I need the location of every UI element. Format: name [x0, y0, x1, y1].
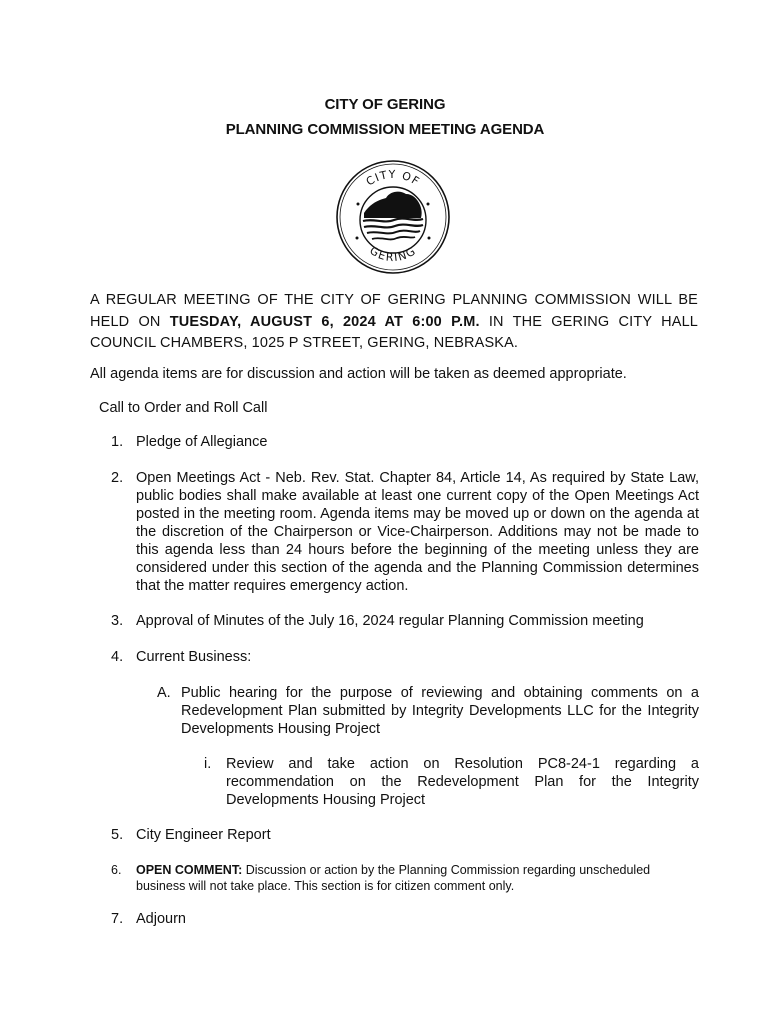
agenda-title: PLANNING COMMISSION MEETING AGENDA: [225, 121, 545, 138]
agenda-item-4a-i: i. Review and take action on Resolution PC8-24-1 regarding a recommendation on the Redevelopment Plan for the Integrity Developments Housing Project: [204, 756, 699, 808]
discussion-note: All agenda items are for discussion and action will be taken as deemed appropriate.: [90, 366, 627, 382]
agenda-item-4: 4. Current Business:: [111, 649, 252, 665]
svg-text:GERING: GERING: [367, 244, 419, 265]
call-to-order: Call to Order and Roll Call: [99, 400, 268, 416]
open-comment-label: OPEN COMMENT:: [136, 863, 243, 877]
agenda-item-3: 3. Approval of Minutes of the July 16, 2024 regular Planning Commission meeting: [111, 613, 644, 629]
agenda-item-4a: A. Public hearing for the purpose of reviewing and obtaining comments on a Redevelopment Plan submitted by Integrity Developments LLC for the Integrity Developments Housing Project: [157, 685, 699, 737]
notice-location: IN THE GERING CITY HALL COUNCIL CHAMBERS, 1025 P STREET, GERING, NEBRASKA.: [90, 313, 699, 351]
city-seal-logo: [334, 158, 452, 276]
agenda-item-5: 5. City Engineer Report: [111, 827, 271, 843]
city-title: CITY OF GERING: [324, 96, 446, 113]
agenda-item-1: 1. Pledge of Allegiance: [111, 434, 268, 450]
agenda-item-6: 6. OPEN COMMENT: Discussion or action by the Planning Commission regarding unscheduled business will not take place. This section is for citizen comment only.: [111, 863, 651, 893]
svg-text:CITY OF: CITY OF: [363, 167, 423, 189]
agenda-item-7: 7. Adjourn: [111, 911, 186, 927]
agenda-item-2: 2. Open Meetings Act - Neb. Rev. Stat. Chapter 84, Article 14, As required by State Law, public bodies shall make available at least one current copy of the Open Meetings Act posted in the meeting room. Agenda items may be moved up or down on the agenda at the discretion of the Chairperson or Vice-Chairperson. Additions may not be made to this agenda less than 24 hours before the beginning of the meeting unless they are considered under this section of the agenda and the Planning Commission determines that the matter requires emergency action.: [111, 470, 699, 594]
meeting-notice: [90, 290, 698, 355]
notice-text: A REGULAR MEETING OF THE CITY OF GERING PLANNING COMMISSION WILL BE HELD ON: [90, 292, 698, 330]
meeting-datetime: TUESDAY, AUGUST 6, 2024 AT 6:00 P.M.: [169, 313, 480, 330]
